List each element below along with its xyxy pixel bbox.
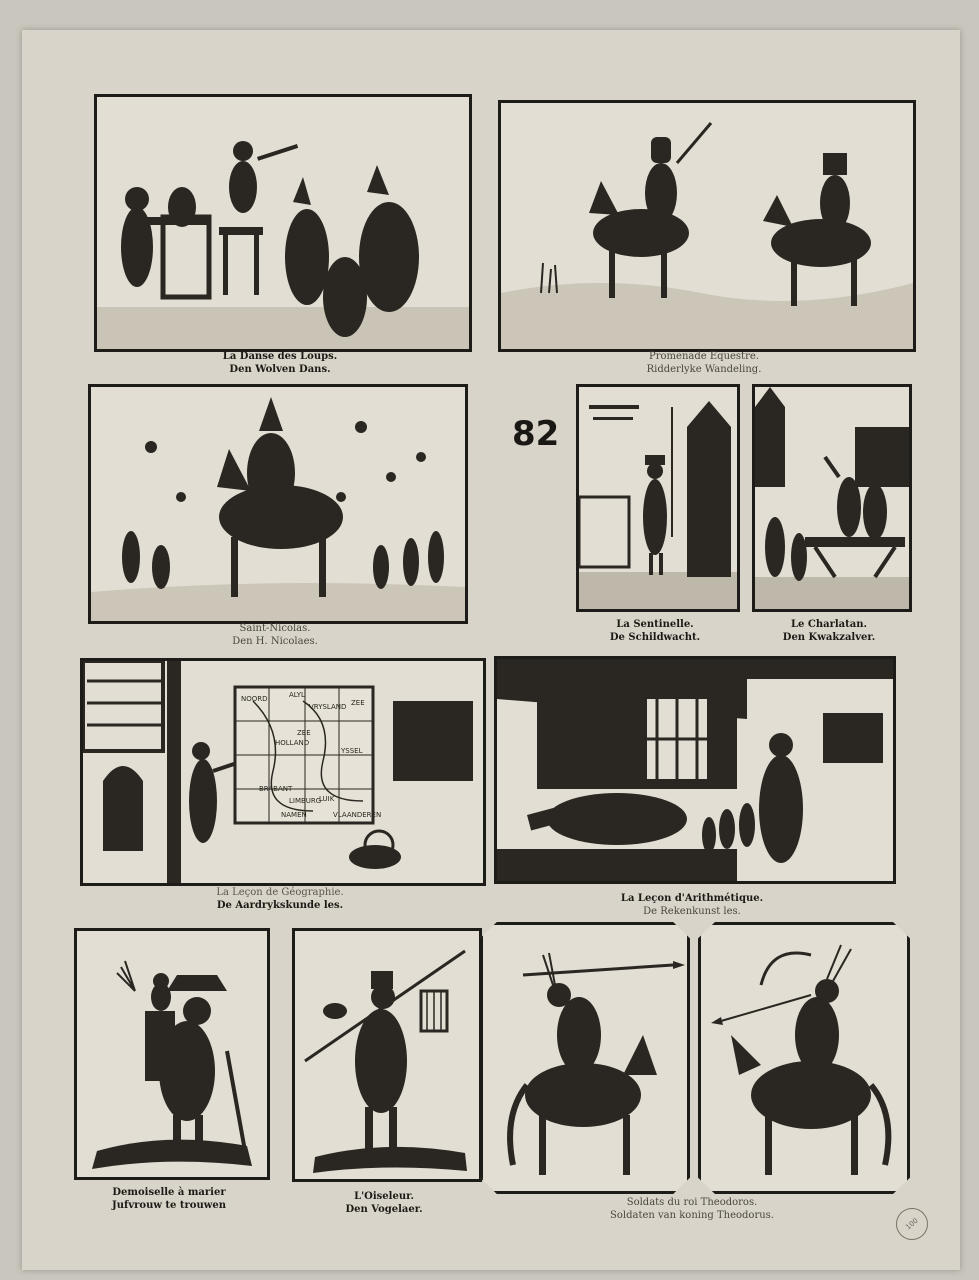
caption-nl: Ridderlyke Wandeling. bbox=[646, 364, 762, 375]
caption-fr: Le Charlatan. bbox=[791, 619, 867, 630]
caption-charlatan bbox=[752, 618, 906, 644]
map-label: ALYL bbox=[289, 691, 305, 699]
panel-oiseleur bbox=[292, 928, 482, 1182]
panel-geographie bbox=[80, 658, 486, 886]
map-label: LUIK bbox=[319, 795, 335, 803]
map-label: LIMBURG bbox=[289, 797, 322, 805]
panel-demoiselle bbox=[74, 928, 270, 1180]
caption-saint-nicolas bbox=[88, 622, 462, 648]
sentinelle-illustration bbox=[579, 387, 737, 609]
map-label: YSSEL bbox=[341, 747, 363, 755]
caption-wolves-dance bbox=[94, 350, 466, 376]
caption-fr: Soldats du roi Theodoros. bbox=[626, 1197, 758, 1208]
map-label: ZEE bbox=[297, 729, 311, 737]
soldats-left-illustration bbox=[483, 925, 687, 1191]
caption-fr: Saint-Nicolas. bbox=[239, 623, 311, 634]
caption-fr: Promenade Equestre. bbox=[649, 351, 759, 362]
charlatan-illustration bbox=[755, 387, 909, 609]
caption-fr: La Sentinelle. bbox=[616, 619, 694, 630]
caption-nl: Soldaten van koning Theodorus. bbox=[610, 1210, 774, 1221]
arithmetique-illustration bbox=[497, 659, 893, 881]
caption-nl: Den Wolven Dans. bbox=[229, 364, 331, 375]
caption-oiseleur bbox=[292, 1190, 476, 1216]
oiseleur-illustration bbox=[295, 931, 479, 1179]
map-label: VLAANDEREN bbox=[333, 811, 382, 819]
panel-promenade-equestre bbox=[498, 100, 916, 352]
panel-charlatan bbox=[752, 384, 912, 612]
library-stamp: 100 bbox=[889, 1201, 934, 1246]
wolves-dance-illustration bbox=[97, 97, 469, 349]
caption-fr: La Leçon d'Arithmétique. bbox=[620, 893, 764, 904]
caption-fr: L'Oiseleur. bbox=[354, 1191, 414, 1202]
caption-nl: Jufvrouw te trouwen bbox=[112, 1200, 226, 1211]
panel-soldats-right bbox=[698, 922, 910, 1194]
caption-promenade-equestre bbox=[498, 350, 910, 376]
map-label: VRYSLAND bbox=[309, 703, 347, 711]
caption-nl: Den H. Nicolaes. bbox=[232, 636, 318, 647]
caption-arithmetique bbox=[494, 892, 890, 918]
caption-demoiselle bbox=[74, 1186, 264, 1212]
caption-geographie bbox=[80, 886, 480, 912]
caption-soldats bbox=[480, 1196, 904, 1222]
broadsheet bbox=[22, 30, 960, 1270]
caption-nl: De Aardrykskunde les. bbox=[216, 900, 344, 911]
map-label: HOLLAND bbox=[275, 739, 310, 747]
map-label: NAMEN bbox=[281, 811, 307, 819]
caption-nl: Den Vogelaer. bbox=[345, 1204, 423, 1215]
caption-nl: De Rekenkunst les. bbox=[643, 906, 741, 917]
caption-sentinelle bbox=[576, 618, 734, 644]
caption-fr: La Leçon de Géographie. bbox=[216, 887, 344, 898]
panel-wolves-dance bbox=[94, 94, 472, 352]
soldats-right-illustration bbox=[701, 925, 907, 1191]
saint-nicolas-illustration bbox=[91, 387, 465, 621]
panel-soldats-left bbox=[480, 922, 690, 1194]
map-label: BRABANT bbox=[259, 785, 293, 793]
sheet-number: 82 bbox=[512, 414, 560, 454]
map-label: ZEE bbox=[351, 699, 365, 707]
panel-arithmetique bbox=[494, 656, 896, 884]
caption-nl: De Schildwacht. bbox=[609, 632, 701, 643]
caption-fr: La Danse des Loups. bbox=[222, 351, 338, 362]
caption-fr: Demoiselle à marier bbox=[112, 1187, 226, 1198]
caption-nl: Den Kwakzalver. bbox=[782, 632, 876, 643]
map-label: NOORD bbox=[241, 695, 268, 703]
geographie-illustration bbox=[83, 661, 483, 883]
panel-saint-nicolas bbox=[88, 384, 468, 624]
demoiselle-illustration bbox=[77, 931, 267, 1177]
panel-sentinelle bbox=[576, 384, 740, 612]
promenade-illustration bbox=[501, 103, 913, 349]
